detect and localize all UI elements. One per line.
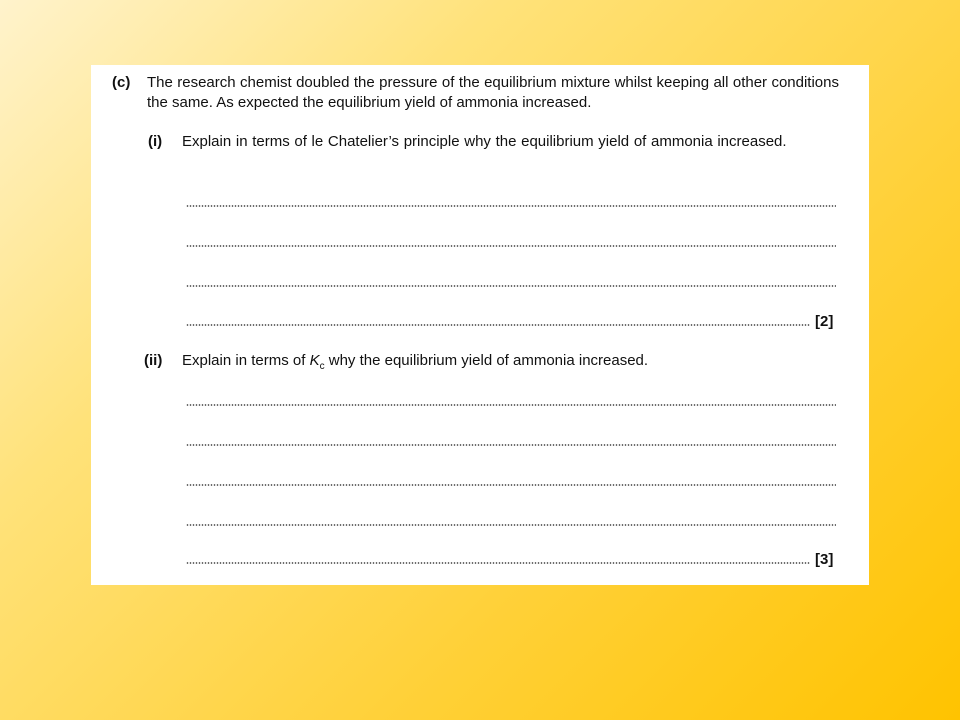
answer-line-ii-3[interactable] — [186, 484, 836, 486]
part-i-text: Explain in terms of le Chatelier’s principle why the equilibrium yield of ammonia increased. — [182, 133, 787, 150]
answer-line-ii-1[interactable] — [186, 404, 836, 406]
answer-line-ii-2[interactable] — [186, 444, 836, 446]
part-ii-marks: [3] — [815, 551, 834, 568]
answer-line-ii-5[interactable] — [186, 562, 810, 564]
answer-line-i-1[interactable] — [186, 205, 836, 207]
part-ii-text — [182, 351, 648, 371]
part-ii-label: (ii) — [144, 352, 163, 369]
answer-line-i-4[interactable] — [186, 324, 810, 326]
part-c-label: (c) — [112, 74, 131, 91]
kc-subscript: c — [319, 361, 325, 372]
part-i-label: (i) — [148, 133, 163, 150]
exam-paper — [91, 65, 869, 585]
answer-line-ii-4[interactable] — [186, 524, 836, 526]
answer-line-i-3[interactable] — [186, 285, 836, 287]
part-i-marks: [2] — [815, 313, 834, 330]
answer-line-i-2[interactable] — [186, 245, 836, 247]
part-ii-text-after: why the equilibrium yield of ammonia increased. — [324, 352, 649, 369]
kc-symbol: K — [309, 352, 320, 369]
part-c-text: The research chemist doubled the pressure of the equilibrium mixture whilst keeping all other conditions the same. As expected the equilibrium yield of ammonia increased. — [147, 74, 839, 111]
part-ii-text-before: Explain in terms of — [182, 352, 310, 369]
